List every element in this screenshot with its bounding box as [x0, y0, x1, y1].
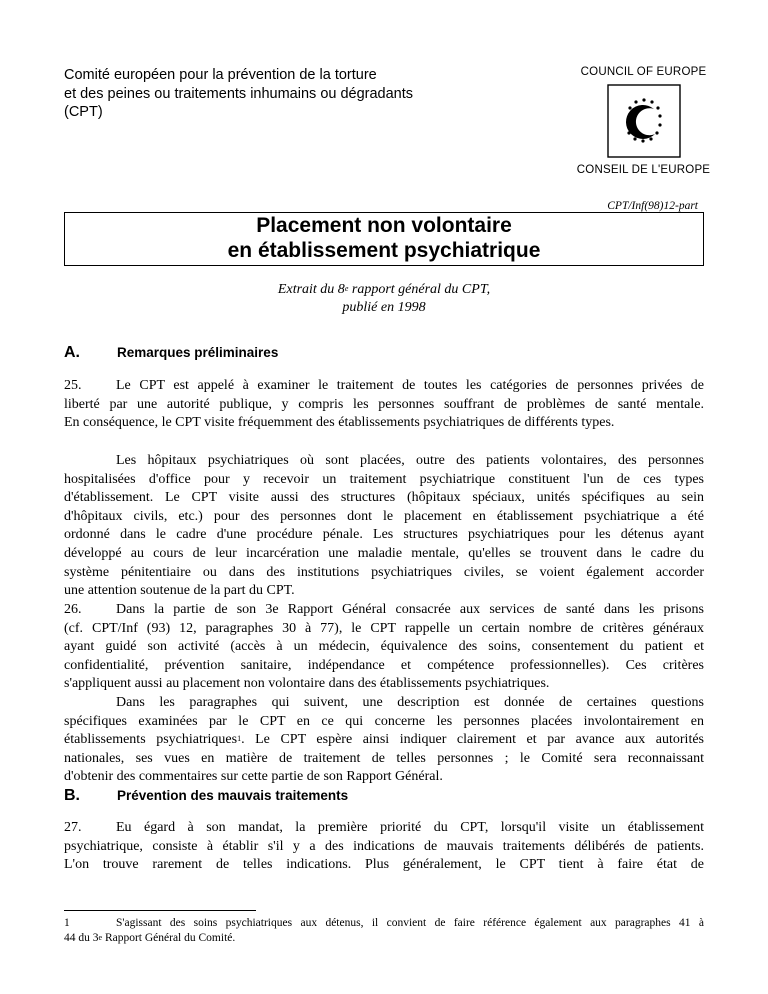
paragraph-25-continued: Les hôpitaux psychiatriques où sont placées, outre des patients volontaires, des personnes hospitalisées d'office pour y recevoir un traitement psychiatrique constituent l'un de ces types d'établissement. Le CPT visite aussi des structures (hôpitaux spéciaux, unités spécifiques au sein d'hôpitaux civils, etc.) pour des personnes dont le placement en établissement psychiatrique a été ordonné dans le cadre d'une procédure pénale. Les structures psychiatriques pour les détenus ayant développé au cours de leur incarcération une maladie mentale, qu'elles se trouvent dans le cadre du système pénitentiaire ou dans des institutions psychiatriques civiles, se voient également accorder une attention soutenue de la part du CPT. [64, 453, 704, 599]
section-title: Remarques préliminaires [117, 345, 279, 360]
footnote-marker: 1 [64, 917, 70, 929]
council-of-europe-logo [576, 66, 711, 176]
footnote-separator [64, 910, 256, 911]
section-letter: A. [64, 344, 80, 361]
paragraph-number: 27. [64, 820, 82, 835]
section-heading-a [64, 344, 464, 364]
document-reference: CPT/Inf(98)12-part [607, 200, 698, 212]
subtitle [64, 281, 704, 317]
title-line: en établissement psychiatrique [227, 239, 541, 262]
org-line: Comité européen pour la prévention de la torture [64, 67, 377, 83]
org-line: (CPT) [64, 104, 103, 120]
council-emblem-icon [607, 84, 681, 158]
paragraph-27: 27. Eu égard à son mandat, la première priorité du CPT, lorsqu'il visite un établissement psychiatrique, consiste à établir s'il y a des indications de mauvais traitements délibérés de patients. L'on trouve rarement de telles indications. Plus généralement, le CPT tient à faire état de [64, 820, 704, 873]
organization-name [64, 66, 413, 122]
section-letter: B. [64, 787, 80, 804]
footnote-reference[interactable]: 1 [237, 734, 242, 744]
title-box [64, 212, 704, 266]
org-line: et des peines ou traitements inhumains ou dégradants [64, 85, 414, 102]
paragraph-number: 25. [64, 378, 82, 393]
section-heading-b [64, 787, 464, 807]
paragraph-25: 25. Le CPT est appelé à examiner le traitement de toutes les catégories de personnes privées de liberté par une autorité publique, y compris les personnes souffrant de problèmes de santé mentale. En conséquence, le CPT visite fréquemment des établissements psychiatriques de différents types. [64, 378, 704, 431]
paragraph-26: 26. Dans la partie de son 3e Rapport Général consacrée aux services de santé dans les prisons (cf. CPT/Inf (93) 12, paragraphes 30 à 77), le CPT rappelle un certain nombre de critères généraux ayant guidé son activité (accès à un médecin, équivalence des soins, consentement du patient et confidentialité, prévention sanitaire, indépendance et compétence professionnelles). Ces critères s'appliquent aussi au placement non volontaire dans des établissements psychiatriques. [64, 602, 704, 692]
paragraph-number: 26. [64, 602, 82, 617]
footnote: 1 S'agissant des soins psychiatriques aux détenus, il convient de faire référence également aux paragraphes 41 à 44 du 3e Rapport Général du Comité. [64, 917, 704, 944]
title-line: Placement non volontaire [256, 214, 512, 237]
paragraph-26-continued: Dans les paragraphes qui suivent, une description est donnée de certaines questions spécifiques examinées par le CPT en ce qui concerne les personnes placées involontairement en établissements psychiatriques$^1$. Le CPT espère ainsi indiquer clairement et par avance aux autorités nationales, ses vues en matière de traitement de telles personnes ; le Comité sera reconnaissant d'obtenir des commentaires sur cette partie de son Rapport Général. [64, 695, 704, 785]
logo-text-fr: CONSEIL DE L'EUROPE [576, 164, 711, 176]
section-title: Prévention des mauvais traitements [117, 788, 349, 803]
logo-text-en: COUNCIL OF EUROPE [580, 66, 707, 78]
subtitle-line: publié en 1998 [342, 300, 426, 315]
subtitle-line: Extrait du 8e rapport général du CPT, [277, 282, 491, 297]
